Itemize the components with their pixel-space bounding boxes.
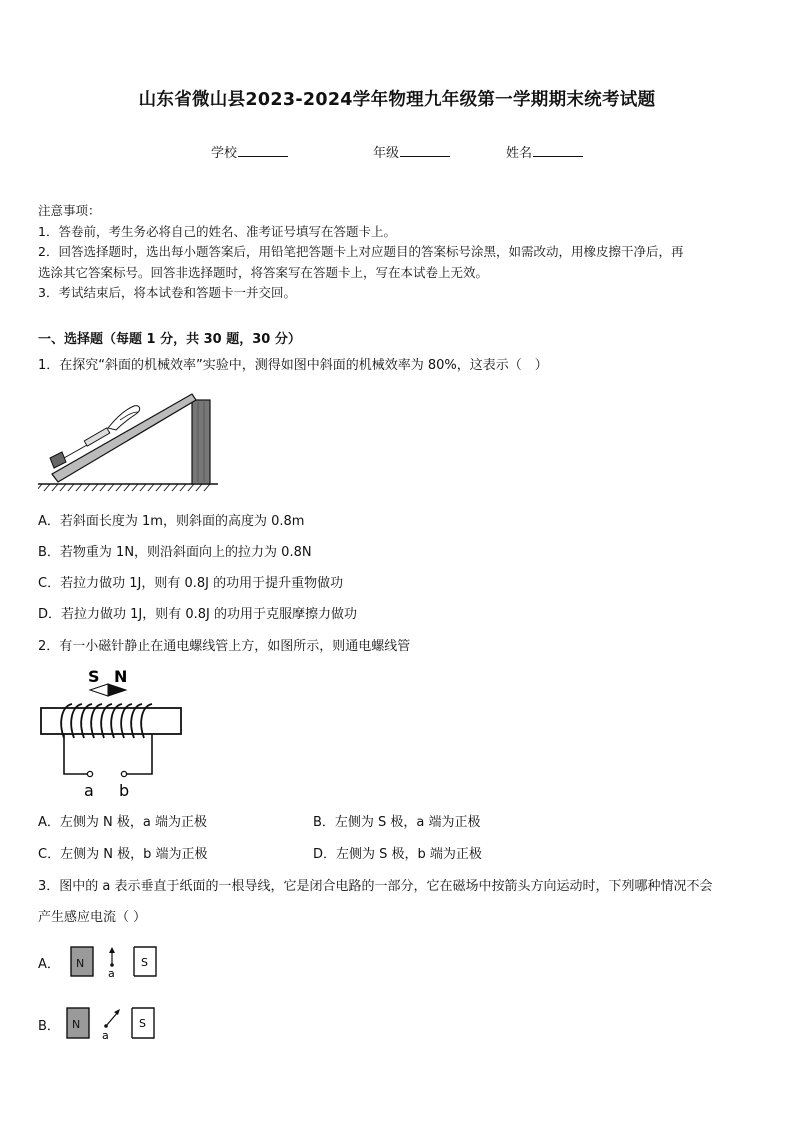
q3-option-b[interactable]: B． — [38, 1019, 60, 1034]
name-blank[interactable] — [533, 144, 583, 157]
q3-figure-b — [64, 1004, 160, 1042]
magnet-s-label: S — [141, 956, 148, 969]
terminal-a-label: a — [84, 781, 94, 800]
conductor-a-label: a — [108, 967, 115, 980]
question-3-stem-line2: 产生感应电流（ ） — [38, 910, 147, 925]
grade-label: 年级 — [373, 146, 400, 161]
q3-option-a[interactable]: A． — [38, 957, 60, 972]
grade-blank[interactable] — [400, 144, 450, 157]
notice-item-1: 1．答卷前，考生务必将自己的姓名、准考证号填写在答题卡上。 — [38, 223, 396, 239]
notice-heading: 注意事项： — [38, 203, 101, 218]
q1-option-b[interactable]: B．若物重为 1N，则沿斜面向上的拉力为 0.8N — [38, 545, 312, 560]
q2-option-a[interactable]: A．左侧为 N 极，a 端为正极 — [38, 815, 207, 830]
q2-option-b[interactable]: B．左侧为 S 极，a 端为正极 — [313, 815, 481, 830]
terminal-b — [121, 771, 126, 776]
q1-option-a[interactable]: A．若斜面长度为 1m，则斜面的高度为 0.8m — [38, 514, 305, 529]
question-2-stem: 2．有一小磁针静止在通电螺线管上方，如图所示，则通电螺线管 — [38, 639, 411, 654]
wire-right — [126, 734, 152, 774]
conductor-a-label: a — [102, 1029, 109, 1042]
q2-option-c[interactable]: C．左侧为 N 极，b 端为正极 — [38, 847, 208, 862]
magnet-n-label: N — [72, 1018, 81, 1031]
notice-item-2a: 2．回答选择题时，选出每小题答案后，用铅笔把答题卡上对应题目的答案标号涂黑，如需改动，用橡皮擦干净后，再 — [38, 244, 684, 259]
motion-arrow-icon — [104, 1009, 120, 1028]
inclined-plane-figure — [38, 390, 218, 492]
needle-n-label: N — [114, 667, 128, 686]
school-label: 学校 — [211, 146, 238, 161]
notice-item-2b: 选涂其它答案标号。回答非选择题时，将答案写在答题卡上，写在本试卷上无效。 — [38, 264, 489, 280]
school-blank[interactable] — [238, 144, 288, 157]
terminal-b-label: b — [119, 781, 130, 800]
notice-block — [38, 201, 683, 304]
incline-board — [52, 394, 196, 482]
q1-option-d[interactable]: D．若拉力做功 1J，则有 0.8J 的功用于克服摩擦力做功 — [38, 607, 358, 622]
q3-figure-a — [68, 944, 160, 980]
support-block — [192, 400, 210, 484]
school-field[interactable] — [211, 142, 288, 161]
question-3-stem-line1: 3．图中的 a 表示垂直于纸面的一根导线，它是闭合电路的一部分，它在磁场中按箭头方向运动时，下列哪种情况不会 — [38, 879, 713, 894]
solenoid-figure — [38, 662, 188, 800]
wire-left — [64, 734, 88, 774]
grade-field[interactable] — [373, 142, 450, 161]
magnet-s-label: S — [139, 1017, 146, 1030]
block-object — [50, 452, 66, 468]
ground-hatch — [38, 484, 218, 491]
q2-option-d[interactable]: D．左侧为 S 极，b 端为正极 — [313, 847, 482, 862]
notice-item-3: 3．考试结束后，将本试卷和答题卡一并交回。 — [38, 285, 296, 300]
section-heading: 一、选择题（每题 1 分，共 30 题，30 分） — [38, 332, 301, 347]
name-field[interactable] — [506, 142, 583, 161]
motion-arrow-icon — [109, 947, 115, 967]
name-label: 姓名 — [506, 146, 533, 161]
needle-s-label: S — [88, 667, 100, 686]
magnet-n-label: N — [76, 957, 85, 970]
terminal-a — [87, 771, 92, 776]
question-1-stem: 1．在探究“斜面的机械效率”实验中，测得如图中斜面的机械效率为 80%，这表示（ ） — [38, 358, 548, 373]
page-title: 山东省微山县2023-2024学年物理九年级第一学期期末统考试题 — [138, 90, 656, 110]
q1-option-c[interactable]: C．若拉力做功 1J，则有 0.8J 的功用于提升重物做功 — [38, 576, 344, 591]
